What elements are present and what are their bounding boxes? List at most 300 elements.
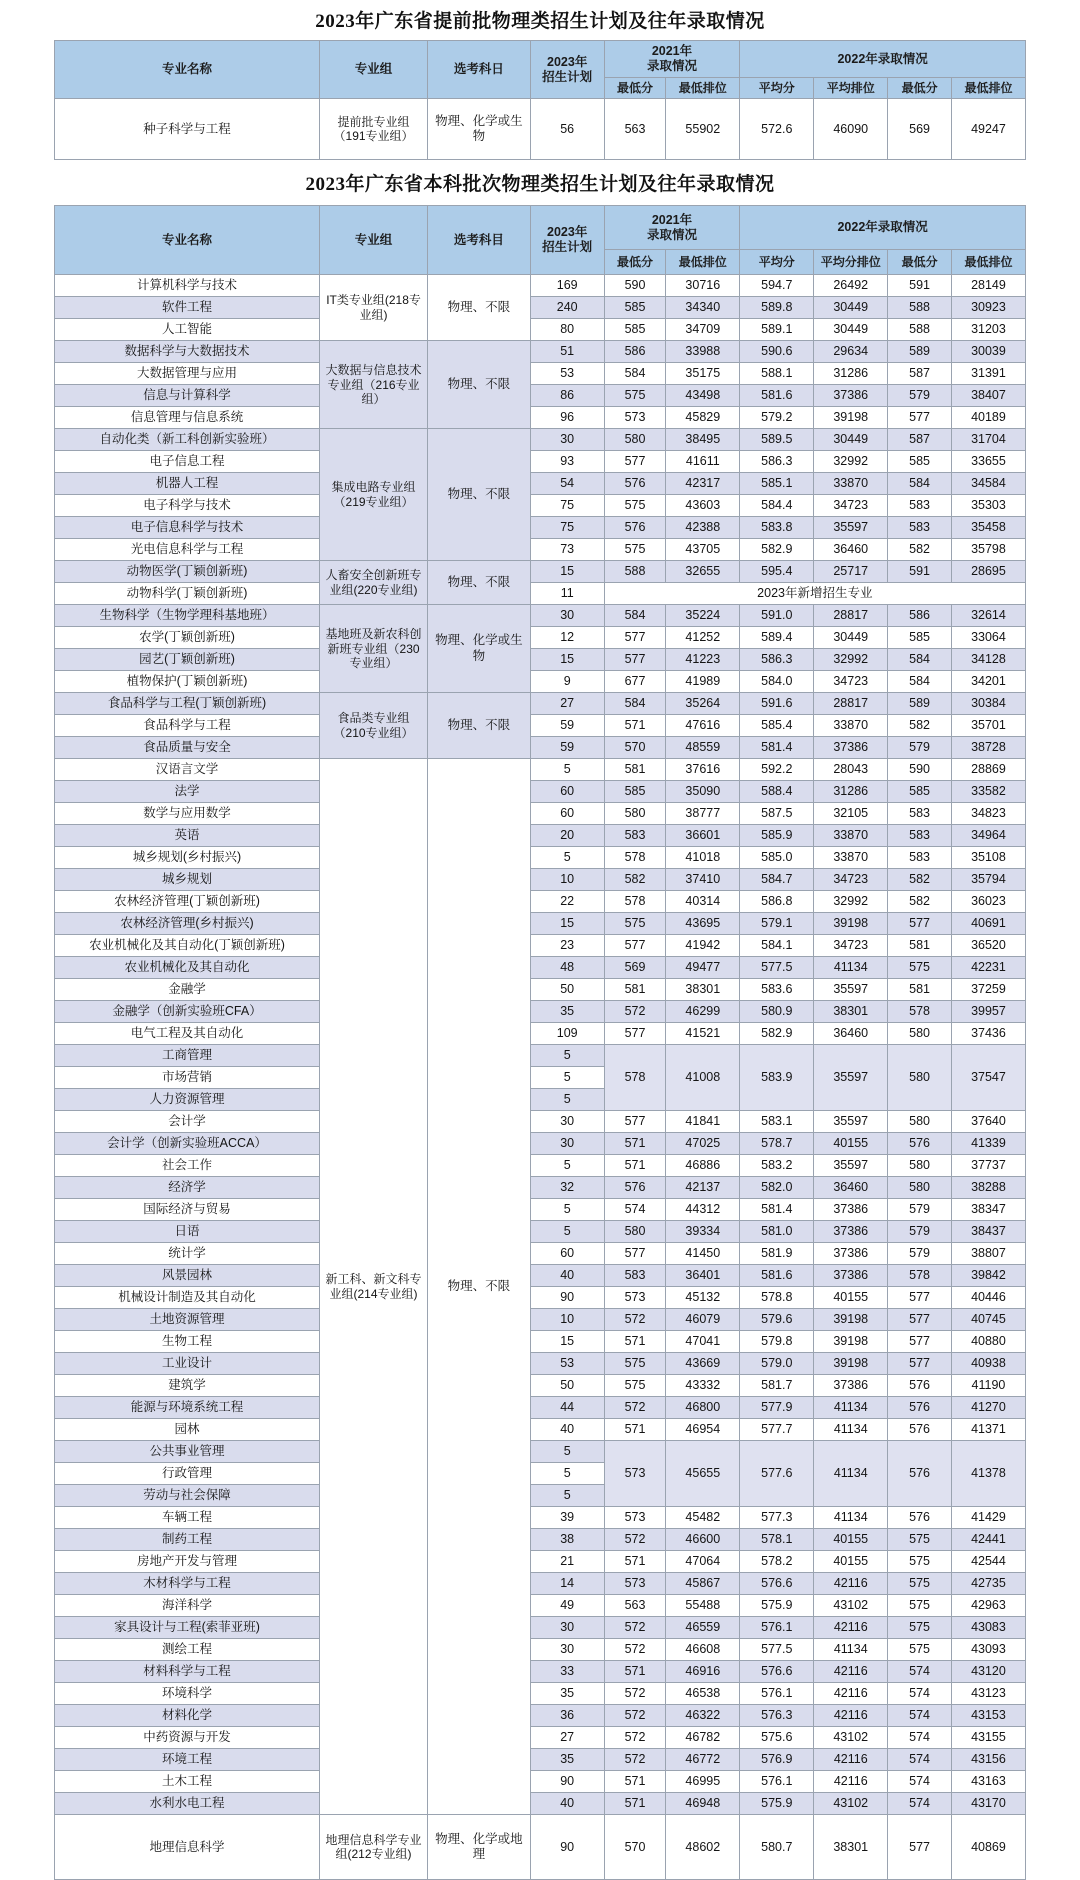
table-row[interactable]	[55, 891, 1026, 913]
table-row[interactable]	[55, 319, 1026, 341]
table-row[interactable]	[55, 1155, 1026, 1177]
cell-2022-min-rank: 35303	[951, 495, 1025, 517]
cell-2023-plan: 36	[530, 1705, 604, 1727]
cell-2021-min-score: 572	[604, 1529, 666, 1551]
cell-2022-min-rank: 43093	[951, 1639, 1025, 1661]
cell-2022-min-score: 577	[888, 407, 952, 429]
cell-2022-avg-rank: 37386	[814, 1199, 888, 1221]
cell-major-name: 植物保护(丁颖创新班)	[55, 671, 320, 693]
cell-2021-min-score: 572	[604, 1683, 666, 1705]
cell-2023-plan: 27	[530, 1727, 604, 1749]
table1-header-row-1	[55, 41, 1026, 78]
cell-2022-avg-rank: 36460	[814, 1177, 888, 1199]
cell-2022-min-rank: 35794	[951, 869, 1025, 891]
cell-2022-avg-rank: 46090	[814, 99, 888, 160]
cell-2021-min-rank: 45482	[666, 1507, 740, 1529]
cell-2022-avg-rank: 33870	[814, 847, 888, 869]
cell-2022-avg-rank: 28817	[814, 605, 888, 627]
cell-2022-min-rank: 41339	[951, 1133, 1025, 1155]
cell-2021-min-rank: 46299	[666, 1001, 740, 1023]
cell-2022-avg-score: 577.5	[740, 957, 814, 979]
cell-2021-min-score: 583	[604, 1265, 666, 1287]
cell-2021-min-score: 571	[604, 1551, 666, 1573]
table-row[interactable]	[55, 1111, 1026, 1133]
cell-2022-min-score: 582	[888, 539, 952, 561]
cell-2022-avg-rank: 30449	[814, 297, 888, 319]
cell-major-name: 食品科学与工程	[55, 715, 320, 737]
cell-2022-min-score: 575	[888, 1551, 952, 1573]
cell-2022-avg-score: 588.1	[740, 363, 814, 385]
cell-2022-avg-rank: 39198	[814, 1331, 888, 1353]
cell-2022-min-score: 574	[888, 1727, 952, 1749]
cell-2023-plan: 86	[530, 385, 604, 407]
table-row[interactable]	[55, 913, 1026, 935]
table-row[interactable]	[55, 825, 1026, 847]
cell-2022-min-rank: 39957	[951, 1001, 1025, 1023]
cell-2022-min-rank: 37259	[951, 979, 1025, 1001]
table-row[interactable]	[55, 1727, 1026, 1749]
table-row[interactable]	[55, 1243, 1026, 1265]
cell-major-name: 环境科学	[55, 1683, 320, 1705]
cell-2022-min-score: 576	[888, 1133, 952, 1155]
cell-2022-avg-score: 575.9	[740, 1793, 814, 1815]
cell-2022-avg-rank: 39198	[814, 913, 888, 935]
table-row[interactable]	[55, 1133, 1026, 1155]
table-row[interactable]	[55, 1309, 1026, 1331]
cell-major-name: 房地产开发与管理	[55, 1551, 320, 1573]
cell-2021-min-score: 581	[604, 759, 666, 781]
table-row[interactable]	[55, 1683, 1026, 1705]
table-row[interactable]	[55, 1177, 1026, 1199]
cell-2021-min-rank: 43705	[666, 539, 740, 561]
cell-2021-min-rank: 44312	[666, 1199, 740, 1221]
cell-2022-avg-score: 577.7	[740, 1419, 814, 1441]
table-row[interactable]	[55, 693, 1026, 715]
cell-2022-min-score: 577	[888, 1331, 952, 1353]
cell-2022-min-score: 580	[888, 1111, 952, 1133]
table-row[interactable]	[55, 561, 1026, 583]
table-row[interactable]	[55, 539, 1026, 561]
cell-2022-min-score: 578	[888, 1001, 952, 1023]
cell-major-name: 计算机科学与技术	[55, 275, 320, 297]
th-2021-line1: 2021年	[651, 44, 693, 58]
cell-major-name: 数据科学与大数据技术	[55, 341, 320, 363]
th-min-score-22: 最低分	[888, 78, 952, 99]
cell-2022-min-rank: 43120	[951, 1661, 1025, 1683]
cell-2022-avg-rank: 36460	[814, 1023, 888, 1045]
cell-major-name: 能源与环境系统工程	[55, 1397, 320, 1419]
cell-exam-subject: 物理、不限	[427, 429, 530, 561]
cell-2022-min-rank: 38807	[951, 1243, 1025, 1265]
cell-2022-avg-score: 581.6	[740, 385, 814, 407]
cell-2021-min-score: 563	[604, 1595, 666, 1617]
cell-2022-avg-score: 585.9	[740, 825, 814, 847]
cell-2023-plan: 23	[530, 935, 604, 957]
cell-major-name: 自动化类（新工科创新实验班）	[55, 429, 320, 451]
cell-2021-min-score: 571	[604, 1771, 666, 1793]
table-row[interactable]	[55, 781, 1026, 803]
cell-2021-min-score: 572	[604, 1617, 666, 1639]
table-row[interactable]	[55, 957, 1026, 979]
cell-2023-plan: 35	[530, 1749, 604, 1771]
cell-2022-avg-rank: 37386	[814, 1375, 888, 1397]
cell-2022-min-rank: 41371	[951, 1419, 1025, 1441]
cell-2022-min-score: 590	[888, 759, 952, 781]
cell-major-name: 工商管理	[55, 1045, 320, 1067]
table-row[interactable]	[55, 1199, 1026, 1221]
cell-2022-avg-rank: 31286	[814, 363, 888, 385]
cell-2021-min-rank: 49477	[666, 957, 740, 979]
cell-2022-min-score: 589	[888, 693, 952, 715]
table-row[interactable]	[55, 627, 1026, 649]
cell-2022-avg-rank: 35597	[814, 1155, 888, 1177]
table-row[interactable]	[55, 297, 1026, 319]
table-row[interactable]	[55, 1397, 1026, 1419]
cell-2022-avg-rank: 38301	[814, 1001, 888, 1023]
cell-2021-min-rank: 41252	[666, 627, 740, 649]
cell-2023-plan: 33	[530, 1661, 604, 1683]
cell-2022-avg-rank: 42116	[814, 1617, 888, 1639]
cell-2022-min-score: 582	[888, 891, 952, 913]
table-row[interactable]	[55, 1287, 1026, 1309]
cell-2021-min-rank: 46559	[666, 1617, 740, 1639]
th2-group: 专业组	[320, 206, 428, 275]
cell-2023-plan: 15	[530, 649, 604, 671]
table-row[interactable]	[55, 1375, 1026, 1397]
cell-2022-min-rank: 35108	[951, 847, 1025, 869]
cell-2023-plan: 80	[530, 319, 604, 341]
cell-2022-avg-rank: 28817	[814, 693, 888, 715]
cell-2022-min-score: 582	[888, 715, 952, 737]
cell-2022-min-score: 583	[888, 803, 952, 825]
cell-2022-min-rank: 42441	[951, 1529, 1025, 1551]
cell-2023-plan: 30	[530, 1617, 604, 1639]
table-row[interactable]	[55, 1353, 1026, 1375]
cell-2023-plan: 5	[530, 759, 604, 781]
cell-2022-avg-rank: 42116	[814, 1749, 888, 1771]
table-row[interactable]	[55, 1045, 1026, 1067]
cell-2023-plan: 15	[530, 561, 604, 583]
cell-major-name: 会计学（创新实验班ACCA）	[55, 1133, 320, 1155]
table-row[interactable]	[55, 407, 1026, 429]
cell-2022-avg-score: 575.6	[740, 1727, 814, 1749]
table-row[interactable]	[55, 671, 1026, 693]
cell-2021-min-rank: 46079	[666, 1309, 740, 1331]
table-row[interactable]	[55, 1023, 1026, 1045]
cell-2022-avg-rank: 40155	[814, 1133, 888, 1155]
cell-2022-avg-score: 583.1	[740, 1111, 814, 1133]
cell-2022-min-score: 584	[888, 649, 952, 671]
cell-2021-min-rank: 41989	[666, 671, 740, 693]
cell-2022-avg-score: 576.6	[740, 1661, 814, 1683]
table-row[interactable]	[55, 1529, 1026, 1551]
cell-2022-min-score: 577	[888, 1287, 952, 1309]
table-row[interactable]	[55, 605, 1026, 627]
table-row[interactable]	[55, 1661, 1026, 1683]
table-row[interactable]	[55, 341, 1026, 363]
cell-2022-min-score: 583	[888, 517, 952, 539]
cell-2022-min-score: 574	[888, 1705, 952, 1727]
cell-2022-min-rank: 28869	[951, 759, 1025, 781]
table-row[interactable]	[55, 473, 1026, 495]
cell-2023-plan: 50	[530, 1375, 604, 1397]
cell-2022-avg-rank: 30449	[814, 627, 888, 649]
cell-2021-min-rank: 38495	[666, 429, 740, 451]
cell-2022-avg-rank: 39198	[814, 407, 888, 429]
table-row[interactable]	[55, 99, 1026, 160]
cell-2023-plan: 5	[530, 847, 604, 869]
cell-2022-min-rank: 37547	[951, 1045, 1025, 1111]
cell-2022-avg-rank: 36460	[814, 539, 888, 561]
cell-2023-plan: 5	[530, 1045, 604, 1067]
cell-2022-avg-rank: 39198	[814, 1309, 888, 1331]
cell-2021-min-rank: 35090	[666, 781, 740, 803]
th-group: 专业组	[320, 41, 428, 99]
cell-2022-min-rank: 40189	[951, 407, 1025, 429]
table-row[interactable]	[55, 869, 1026, 891]
cell-2022-min-score: 581	[888, 935, 952, 957]
table-row[interactable]	[55, 1419, 1026, 1441]
table-row[interactable]	[55, 979, 1026, 1001]
th-min-rank-22: 最低排位	[951, 78, 1025, 99]
cell-2023-plan: 49	[530, 1595, 604, 1617]
cell-2023-plan: 53	[530, 363, 604, 385]
cell-2022-avg-rank: 34723	[814, 869, 888, 891]
cell-exam-subject: 物理、化学或生物	[427, 605, 530, 693]
table-row[interactable]	[55, 1221, 1026, 1243]
cell-2022-min-rank: 30039	[951, 341, 1025, 363]
cell-2021-min-rank: 43332	[666, 1375, 740, 1397]
cell-major-name: 英语	[55, 825, 320, 847]
cell-2021-min-score: 570	[604, 737, 666, 759]
table-row[interactable]	[55, 1595, 1026, 1617]
cell-2022-avg-score: 577.5	[740, 1639, 814, 1661]
table-row[interactable]	[55, 649, 1026, 671]
cell-2022-min-rank: 35798	[951, 539, 1025, 561]
table1-body	[55, 99, 1026, 160]
cell-2021-min-score: 575	[604, 385, 666, 407]
table-row[interactable]	[55, 363, 1026, 385]
table-row[interactable]	[55, 1793, 1026, 1815]
cell-2021-min-rank: 37410	[666, 869, 740, 891]
cell-2021-min-score: 573	[604, 1287, 666, 1309]
table-row[interactable]	[55, 715, 1026, 737]
cell-2022-avg-rank: 32105	[814, 803, 888, 825]
cell-2022-avg-score: 577.9	[740, 1397, 814, 1419]
table-row[interactable]	[55, 275, 1026, 297]
cell-2022-min-rank: 35458	[951, 517, 1025, 539]
cell-2021-min-rank: 46886	[666, 1155, 740, 1177]
cell-2021-min-rank: 45867	[666, 1573, 740, 1595]
cell-2021-min-score: 573	[604, 407, 666, 429]
cell-2022-min-rank: 40880	[951, 1331, 1025, 1353]
th-min-rank-21: 最低排位	[666, 78, 740, 99]
cell-2021-min-score: 577	[604, 935, 666, 957]
cell-major-name: 家具设计与工程(索菲亚班)	[55, 1617, 320, 1639]
cell-2021-min-score: 575	[604, 495, 666, 517]
cell-2021-min-score: 575	[604, 1353, 666, 1375]
table-row[interactable]	[55, 1617, 1026, 1639]
cell-2022-min-score: 589	[888, 341, 952, 363]
table-row[interactable]	[55, 1001, 1026, 1023]
cell-major-name: 土木工程	[55, 1771, 320, 1793]
table-row[interactable]	[55, 1639, 1026, 1661]
cell-2023-plan: 96	[530, 407, 604, 429]
table-row[interactable]	[55, 1507, 1026, 1529]
cell-2022-avg-rank: 42116	[814, 1771, 888, 1793]
table-row[interactable]	[55, 1441, 1026, 1463]
table-row[interactable]	[55, 1749, 1026, 1771]
cell-2021-min-score: 573	[604, 1573, 666, 1595]
cell-major-name: 车辆工程	[55, 1507, 320, 1529]
cell-2022-min-rank: 35701	[951, 715, 1025, 737]
table-row[interactable]	[55, 495, 1026, 517]
cell-exam-subject: 物理、不限	[427, 759, 530, 1815]
cell-major-name: 食品质量与安全	[55, 737, 320, 759]
cell-2022-min-score: 580	[888, 1023, 952, 1045]
table-row[interactable]	[55, 517, 1026, 539]
table-row[interactable]	[55, 1815, 1026, 1880]
th-2021-line2: 录取情况	[646, 59, 697, 73]
cell-2021-min-score: 570	[604, 1815, 666, 1880]
cell-2022-avg-score: 586.3	[740, 451, 814, 473]
cell-2023-plan: 60	[530, 803, 604, 825]
cell-2021-min-rank: 55902	[666, 99, 740, 160]
cell-2023-plan: 9	[530, 671, 604, 693]
cell-major-name: 农业机械化及其自动化	[55, 957, 320, 979]
cell-major-name: 会计学	[55, 1111, 320, 1133]
cell-2023-plan: 30	[530, 1133, 604, 1155]
cell-2023-plan: 5	[530, 1463, 604, 1485]
cell-2021-min-rank: 46772	[666, 1749, 740, 1771]
cell-2022-avg-score: 583.6	[740, 979, 814, 1001]
table-row[interactable]	[55, 429, 1026, 451]
cell-2022-min-score: 584	[888, 671, 952, 693]
cell-2022-min-rank: 31704	[951, 429, 1025, 451]
table-row[interactable]	[55, 759, 1026, 781]
cell-2022-min-score: 581	[888, 979, 952, 1001]
cell-2022-avg-score: 576.6	[740, 1573, 814, 1595]
cell-2023-plan: 60	[530, 781, 604, 803]
cell-2022-avg-rank: 40155	[814, 1551, 888, 1573]
cell-2022-avg-score: 577.6	[740, 1441, 814, 1507]
cell-2021-min-score: 571	[604, 1133, 666, 1155]
cell-2022-avg-rank: 43102	[814, 1793, 888, 1815]
table-row[interactable]	[55, 935, 1026, 957]
cell-2023-plan: 12	[530, 627, 604, 649]
table-row[interactable]	[55, 1265, 1026, 1287]
cell-2022-min-score: 584	[888, 473, 952, 495]
cell-major-name: 海洋科学	[55, 1595, 320, 1617]
table-row[interactable]	[55, 1573, 1026, 1595]
table2-header-row-1	[55, 206, 1026, 250]
cell-2021-min-rank: 32655	[666, 561, 740, 583]
table-row[interactable]	[55, 1771, 1026, 1793]
th2-min-rank-21: 最低排位	[666, 250, 740, 275]
cell-2022-min-score: 576	[888, 1419, 952, 1441]
th2-min-score-22: 最低分	[888, 250, 952, 275]
cell-2022-avg-score: 589.4	[740, 627, 814, 649]
table-row[interactable]	[55, 385, 1026, 407]
cell-2022-avg-rank: 31286	[814, 781, 888, 803]
cell-2022-avg-score: 575.9	[740, 1595, 814, 1617]
cell-2022-min-rank: 38437	[951, 1221, 1025, 1243]
cell-2022-min-rank: 38288	[951, 1177, 1025, 1199]
cell-major-group: 食品类专业组（210专业组）	[320, 693, 428, 759]
cell-major-name: 电子科学与技术	[55, 495, 320, 517]
table-row[interactable]	[55, 451, 1026, 473]
cell-2021-min-score: 584	[604, 693, 666, 715]
cell-2022-min-rank: 34201	[951, 671, 1025, 693]
th-year-2021	[604, 41, 740, 78]
cell-2022-min-score: 579	[888, 385, 952, 407]
cell-2022-min-score: 574	[888, 1661, 952, 1683]
table-row[interactable]	[55, 803, 1026, 825]
table-row[interactable]	[55, 583, 1026, 605]
cell-2022-min-rank: 43155	[951, 1727, 1025, 1749]
cell-2022-avg-rank: 30449	[814, 429, 888, 451]
cell-2022-avg-score: 581.4	[740, 1199, 814, 1221]
cell-2021-min-score: 677	[604, 671, 666, 693]
cell-2021-min-rank: 47064	[666, 1551, 740, 1573]
cell-2022-avg-score: 572.6	[740, 99, 814, 160]
cell-2021-min-rank: 46800	[666, 1397, 740, 1419]
cell-2022-min-score: 575	[888, 1595, 952, 1617]
cell-2022-min-rank: 42544	[951, 1551, 1025, 1573]
cell-2023-plan: 15	[530, 1331, 604, 1353]
cell-2021-min-score: 578	[604, 1045, 666, 1111]
th2-plan	[530, 206, 604, 275]
cell-major-name: 法学	[55, 781, 320, 803]
cell-2022-avg-score: 586.8	[740, 891, 814, 913]
cell-2022-min-score: 577	[888, 1309, 952, 1331]
cell-2021-min-score: 576	[604, 473, 666, 495]
cell-major-group: 新工科、新文科专业组(214专业组)	[320, 759, 428, 1815]
cell-2022-min-score: 577	[888, 1353, 952, 1375]
cell-2022-avg-rank: 37386	[814, 1265, 888, 1287]
cell-2022-avg-score: 585.4	[740, 715, 814, 737]
cell-2022-avg-rank: 41134	[814, 957, 888, 979]
table-row[interactable]	[55, 1551, 1026, 1573]
cell-major-name: 工业设计	[55, 1353, 320, 1375]
cell-2022-min-rank: 41378	[951, 1441, 1025, 1507]
cell-2021-min-score: 586	[604, 341, 666, 363]
table-undergrad-batch	[54, 205, 1026, 1880]
cell-2022-avg-rank: 42116	[814, 1573, 888, 1595]
cell-2021-min-rank: 38777	[666, 803, 740, 825]
table-row[interactable]	[55, 737, 1026, 759]
table-row[interactable]	[55, 1705, 1026, 1727]
cell-2021-min-score: 572	[604, 1397, 666, 1419]
th2-avg-score-22: 平均分	[740, 250, 814, 275]
cell-2022-min-rank: 30384	[951, 693, 1025, 715]
cell-2022-min-rank: 33064	[951, 627, 1025, 649]
cell-2021-min-rank: 41521	[666, 1023, 740, 1045]
cell-2021-min-score: 585	[604, 781, 666, 803]
cell-2022-avg-score: 581.0	[740, 1221, 814, 1243]
cell-exam-subject: 物理、化学或地理	[427, 1815, 530, 1880]
cell-2022-min-score: 576	[888, 1441, 952, 1507]
th-avg-rank-22: 平均排位	[814, 78, 888, 99]
cell-2022-avg-score: 591.6	[740, 693, 814, 715]
cell-2021-min-score: 573	[604, 1507, 666, 1529]
cell-2022-min-rank: 43170	[951, 1793, 1025, 1815]
cell-major-name: 软件工程	[55, 297, 320, 319]
cell-2022-min-rank: 34964	[951, 825, 1025, 847]
table-row[interactable]	[55, 1331, 1026, 1353]
cell-major-name: 农林经济管理(丁颖创新班)	[55, 891, 320, 913]
table-row[interactable]	[55, 847, 1026, 869]
